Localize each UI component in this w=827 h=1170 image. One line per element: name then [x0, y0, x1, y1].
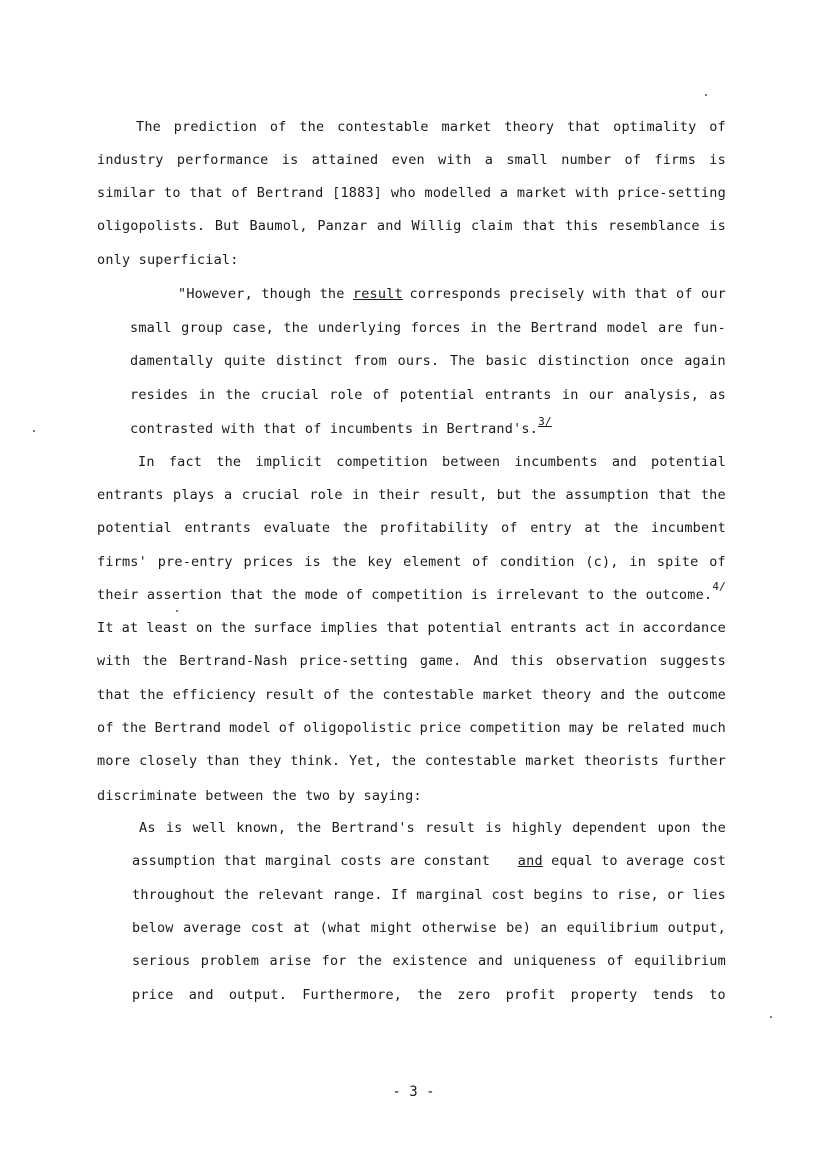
word: irrelevant: [496, 587, 580, 603]
scan-speck: [176, 610, 178, 612]
word: theorists: [583, 753, 659, 769]
word: accordance: [642, 620, 726, 636]
word: incumbent: [651, 520, 726, 536]
word: modelled: [424, 185, 492, 201]
word: of: [607, 953, 624, 969]
word: as: [709, 387, 726, 403]
word: a: [224, 487, 233, 503]
word: uniqueness: [513, 953, 597, 969]
word: underlying: [317, 320, 402, 336]
word: is: [281, 152, 299, 168]
word: prediction: [173, 119, 258, 135]
word: small: [130, 320, 172, 336]
word: with: [97, 653, 131, 669]
word: of: [709, 119, 726, 135]
paragraph-2-line-2: [97, 486, 726, 504]
word: a: [484, 152, 494, 168]
word: optimality: [613, 119, 697, 135]
word: Bertrand: [154, 720, 222, 736]
word: the: [613, 520, 639, 536]
quote-2-line-6: [132, 986, 726, 1004]
word: with: [438, 152, 472, 168]
word: that: [386, 620, 420, 636]
word: begins: [533, 887, 584, 903]
word: in: [629, 554, 647, 570]
paragraph-1-line-3: [97, 184, 726, 202]
word: in: [618, 620, 635, 636]
word: number: [561, 152, 612, 168]
word: the: [121, 720, 147, 736]
word: that: [567, 119, 601, 135]
word: from: [353, 353, 387, 369]
word: this: [510, 653, 544, 669]
word: rise,: [617, 887, 659, 903]
paragraph-2-line-1: [138, 453, 726, 471]
word: Willig: [411, 218, 462, 234]
word: resides: [130, 387, 189, 403]
word: entry: [530, 520, 572, 536]
word: our: [588, 387, 614, 403]
word: again: [684, 353, 726, 369]
word: property: [570, 987, 638, 1003]
word: in: [198, 387, 216, 403]
word: the: [700, 487, 726, 503]
word: of: [231, 185, 249, 201]
word: potential: [97, 520, 172, 536]
word: firms: [654, 152, 697, 168]
word: profitability: [380, 520, 489, 536]
word: their: [97, 587, 139, 603]
word: they: [248, 753, 282, 769]
word: the: [271, 587, 297, 603]
word: problem: [200, 953, 260, 969]
word: the: [299, 119, 325, 135]
word: case,: [232, 320, 274, 336]
word: that: [97, 687, 131, 703]
quote-2-line-2-post: equal to average cost: [542, 853, 726, 869]
word: implies: [319, 620, 379, 636]
word: group: [181, 320, 223, 336]
word: efficiency: [172, 687, 257, 703]
paragraph-2-line-4: [97, 553, 726, 571]
word: Bertrand: [256, 185, 324, 201]
word: competition: [371, 587, 463, 603]
word: It: [97, 620, 114, 636]
paragraph-2-line-5: [97, 580, 726, 604]
quote-1-line-3: [130, 352, 726, 370]
word: mode: [304, 587, 339, 603]
word: key: [367, 554, 393, 570]
word: for: [321, 953, 347, 969]
word: result: [425, 820, 476, 836]
word: And: [473, 653, 499, 669]
word: similar: [97, 185, 156, 201]
word: arise: [269, 953, 312, 969]
word: of: [346, 587, 364, 603]
word: of: [501, 520, 518, 536]
word: role: [309, 487, 343, 503]
word: If: [391, 887, 408, 903]
word: firms': [97, 554, 147, 570]
word: crucial: [241, 487, 301, 503]
word: and: [611, 454, 637, 470]
word: fun-: [692, 320, 726, 336]
footnote-marker-4: 4/: [712, 580, 726, 593]
word: profit: [505, 987, 556, 1003]
scan-speck: [33, 430, 35, 432]
word: serious: [132, 953, 191, 969]
scan-speck: [770, 1016, 772, 1018]
word: the: [342, 520, 368, 536]
word: to: [709, 987, 726, 1003]
word: known,: [236, 820, 287, 836]
word: and: [477, 953, 503, 969]
word: closely: [139, 753, 198, 769]
quote-2-underlined-word: and: [517, 853, 543, 869]
word: that: [230, 587, 264, 603]
word: the: [296, 820, 322, 836]
page-number: - 3 -: [392, 1084, 435, 1100]
word: much: [692, 720, 726, 736]
word: potential: [427, 620, 503, 636]
quote-2-line-2: [132, 852, 726, 870]
word: throughout: [132, 887, 216, 903]
paragraph-2-line-11: discriminate between the two by saying:: [97, 788, 422, 804]
word: contestable: [382, 687, 475, 703]
word: equilibrium: [566, 920, 659, 936]
word: upon: [657, 820, 691, 836]
word: on: [195, 620, 213, 636]
word: competition: [336, 454, 428, 470]
word: tends: [652, 987, 695, 1003]
quote-1-line-5-text: contrasted with that of incumbents in Bertrand's.: [130, 421, 539, 437]
word: of: [278, 720, 296, 736]
word: marginal: [416, 887, 483, 903]
word: theory: [504, 119, 555, 135]
word: the: [142, 653, 168, 669]
word: the: [496, 320, 522, 336]
word: the: [283, 320, 309, 336]
word: is: [304, 554, 321, 570]
word: entrants: [97, 487, 164, 503]
word: Bertrand's: [331, 820, 415, 836]
word: Yet,: [349, 753, 383, 769]
word: may: [568, 720, 594, 736]
quote-1-line-4: [130, 386, 726, 404]
word: cost: [250, 920, 285, 936]
word: their: [378, 487, 420, 503]
word: potential: [399, 387, 475, 403]
paragraph-2-line-5-text: [97, 586, 712, 604]
word: ours.: [397, 353, 440, 369]
word: spite: [656, 554, 699, 570]
word: (c),: [585, 554, 619, 570]
word: the: [216, 454, 242, 470]
word: the: [612, 587, 638, 603]
word: of: [269, 119, 287, 135]
word: suggests: [659, 653, 726, 669]
word: zero: [457, 987, 491, 1003]
word: contestable: [424, 753, 517, 769]
word: the: [139, 687, 165, 703]
word: price: [132, 987, 174, 1003]
word: the: [348, 687, 374, 703]
word: crucial: [260, 387, 320, 403]
word: than: [206, 753, 240, 769]
word: related: [626, 720, 685, 736]
word: relevant: [257, 887, 325, 903]
word: lies: [692, 887, 726, 903]
word: existence: [392, 953, 468, 969]
word: the: [531, 487, 557, 503]
paragraph-1-line-1: [136, 118, 726, 136]
word: In: [138, 454, 155, 470]
word: of: [472, 554, 489, 570]
word: the: [700, 820, 726, 836]
word: between: [441, 454, 501, 470]
word: forces: [410, 320, 461, 336]
word: pre-entry: [157, 554, 233, 570]
word: further: [667, 753, 726, 769]
word: that: [658, 487, 692, 503]
word: plays: [173, 487, 215, 503]
word: the: [331, 554, 357, 570]
quote-2-line-2-pre: assumption that marginal costs are constant: [132, 853, 491, 869]
word: game.: [419, 653, 462, 669]
word: the: [225, 387, 251, 403]
quote-2-line-3: [132, 886, 726, 904]
word: performance: [176, 152, 269, 168]
word: at: [293, 920, 311, 936]
word: cost: [491, 887, 525, 903]
word: assertion: [146, 587, 222, 603]
quote-1-line-1: [178, 285, 726, 303]
word: in: [561, 387, 579, 403]
paragraph-2-line-10: [97, 752, 726, 770]
word: be): [506, 920, 532, 936]
word: incumbents: [514, 454, 598, 470]
word: might: [370, 920, 413, 936]
paragraph-2-line-6: [97, 619, 726, 637]
quote-2-line-5: [132, 952, 726, 970]
word: claim: [471, 218, 513, 234]
word: distinct: [276, 353, 343, 369]
word: basic: [485, 353, 528, 369]
paragraph-1-line-5: only superficial:: [97, 252, 239, 268]
word: market: [482, 687, 533, 703]
quote-2-line-4: [132, 919, 726, 937]
word: or: [667, 887, 684, 903]
word: Furthermore,: [302, 987, 403, 1003]
paragraph-2-line-3: [97, 519, 726, 537]
word: surface: [253, 620, 312, 636]
quote-1-line-1-start: [178, 285, 403, 303]
word: even: [391, 152, 425, 168]
word: a: [499, 185, 509, 201]
word: are: [658, 320, 684, 336]
word: be: [601, 720, 619, 736]
word: of: [323, 687, 341, 703]
word: the: [391, 753, 417, 769]
word: condition: [499, 554, 575, 570]
word: think.: [290, 753, 341, 769]
paragraph-1-line-4: [97, 217, 726, 235]
word: the: [417, 987, 443, 1003]
word: Panzar: [317, 218, 368, 234]
word: at: [121, 620, 139, 636]
word: who: [390, 185, 416, 201]
word: more: [97, 753, 131, 769]
word: least: [146, 620, 188, 636]
word: highly: [512, 820, 563, 836]
word: is: [471, 587, 488, 603]
word: to: [591, 887, 609, 903]
word: output.: [228, 987, 288, 1003]
word: small: [506, 152, 548, 168]
word: entrants: [485, 387, 552, 403]
word: potential: [651, 454, 726, 470]
word: outcome.: [645, 587, 713, 603]
word: to: [164, 185, 181, 201]
word: outcome: [667, 687, 726, 703]
word: entrants: [510, 620, 578, 636]
word: analysis,: [624, 387, 700, 403]
word: is: [485, 820, 502, 836]
word: market: [516, 185, 567, 201]
word: and: [188, 987, 214, 1003]
word: As: [139, 820, 156, 836]
word: oligopolists.: [97, 218, 206, 234]
word: (what: [319, 920, 362, 936]
word: role: [329, 387, 363, 403]
word: observation: [555, 653, 648, 669]
word: attained: [311, 152, 379, 168]
word: the: [220, 620, 246, 636]
paragraph-2-line-7: [97, 652, 726, 670]
word: assumption: [565, 487, 649, 503]
word: at: [584, 520, 602, 536]
word: [1883]: [332, 185, 383, 201]
word: model: [229, 720, 271, 736]
word: dependent: [572, 820, 648, 836]
word: with: [575, 185, 609, 201]
word: in: [352, 487, 369, 503]
word: that: [522, 218, 556, 234]
word: well: [192, 820, 227, 836]
word: this: [565, 218, 599, 234]
word: an: [540, 920, 558, 936]
quote-1-underlined-word: result: [352, 286, 403, 302]
word: range.: [332, 887, 383, 903]
word: industry: [97, 152, 164, 168]
word: output,: [667, 920, 726, 936]
word: market: [441, 119, 492, 135]
word: implicit: [255, 454, 323, 470]
word: otherwise: [421, 920, 497, 936]
quote-1-line-5: [130, 415, 552, 439]
word: is: [709, 152, 726, 168]
word: contestable: [337, 119, 429, 135]
word: the: [223, 887, 249, 903]
word: average: [183, 920, 242, 936]
quote-1-line-1-post: corresponds precisely with that of our: [409, 286, 726, 302]
word: market: [525, 753, 576, 769]
word: act: [585, 620, 611, 636]
word: that: [189, 185, 223, 201]
word: the: [357, 953, 383, 969]
word: result: [264, 687, 315, 703]
word: to: [587, 587, 605, 603]
quote-2-line-1: [139, 819, 726, 837]
word: is: [709, 218, 726, 234]
word: equilibrium: [634, 953, 726, 969]
word: model: [606, 320, 649, 336]
word: But: [214, 218, 240, 234]
paragraph-2-line-8: [97, 686, 726, 704]
word: price-setting: [617, 185, 726, 201]
word: Bertrand-Nash: [179, 653, 288, 669]
word: oligopolistic: [303, 720, 412, 736]
word: result,: [429, 487, 488, 503]
word: resemblance: [608, 218, 700, 234]
quote-2-line-2-rest: [518, 852, 726, 870]
paragraph-1-line-2: [97, 151, 726, 169]
word: The: [136, 119, 161, 135]
word: The: [449, 353, 475, 369]
word: quite: [223, 353, 266, 369]
word: element: [403, 554, 462, 570]
footnote-marker-3: 3/: [538, 415, 552, 428]
word: the: [633, 687, 659, 703]
word: price: [419, 720, 462, 736]
word: is: [165, 820, 183, 836]
word: prices: [243, 554, 294, 570]
word: evaluate: [263, 520, 331, 536]
word: Baumol,: [249, 218, 308, 234]
scan-speck: [705, 94, 707, 96]
quote-1-line-1-pre: "However, though the: [178, 286, 353, 302]
word: below: [132, 920, 174, 936]
word: distinction: [537, 353, 630, 369]
word: of: [624, 152, 642, 168]
word: Bertrand: [530, 320, 598, 336]
word: competition: [469, 720, 561, 736]
word: once: [640, 353, 674, 369]
word: and: [600, 687, 626, 703]
word: of: [709, 554, 726, 570]
word: fact: [168, 454, 203, 470]
word: theory: [541, 687, 592, 703]
word: but: [496, 487, 522, 503]
word: entrants: [184, 520, 252, 536]
quote-1-line-2: [130, 319, 726, 337]
word: price-setting: [299, 653, 408, 669]
word: in: [470, 320, 487, 336]
paragraph-2-line-9: [97, 719, 726, 737]
word: of: [97, 720, 114, 736]
word: damentally: [130, 353, 214, 369]
word: of: [372, 387, 390, 403]
word: and: [376, 218, 402, 234]
